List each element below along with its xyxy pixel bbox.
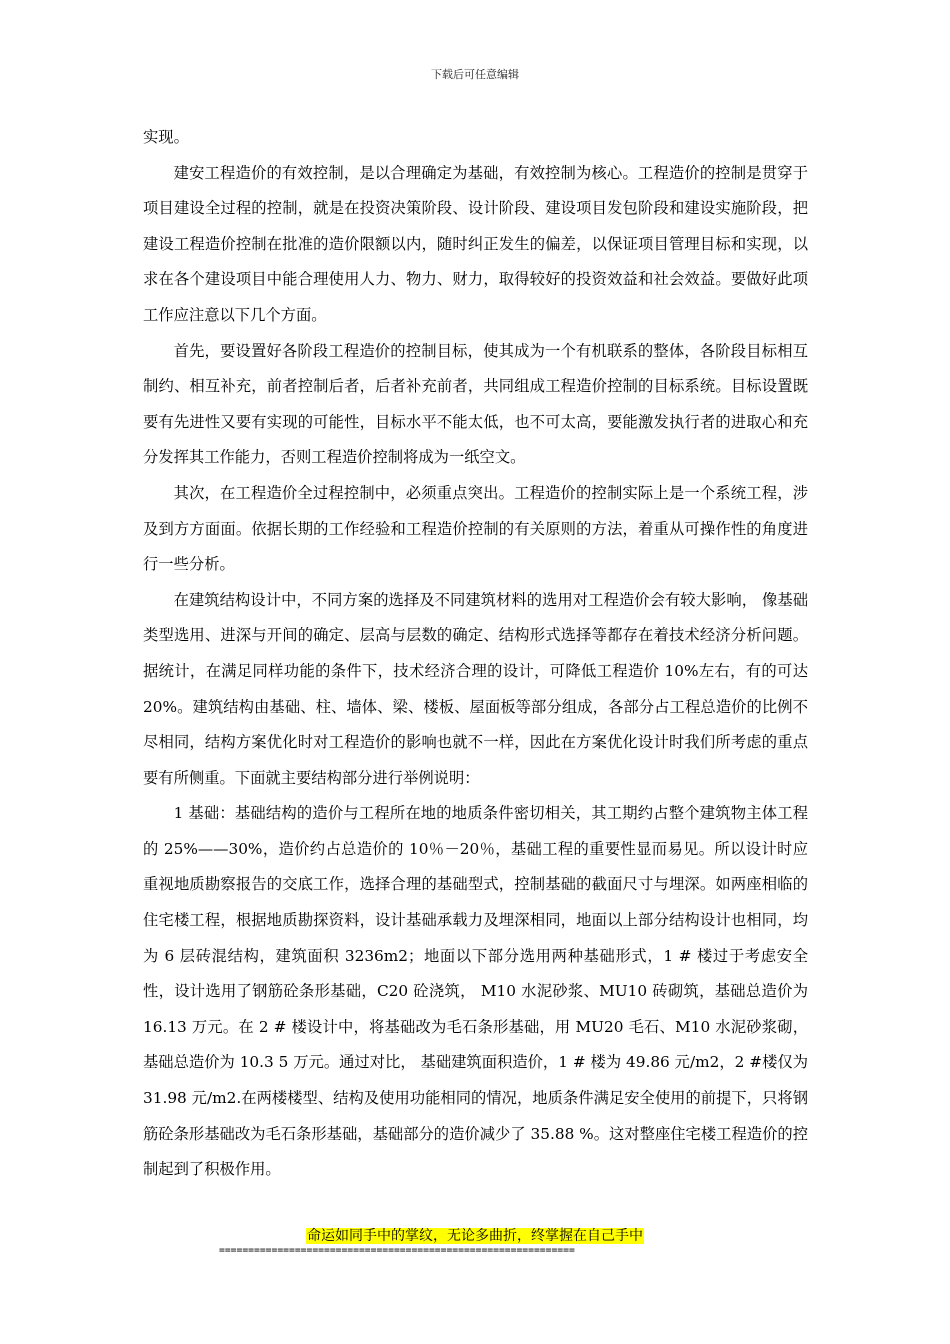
motto-highlight: 命运如同手中的掌纹，无论多曲折，终掌握在自己手中 xyxy=(307,1228,643,1244)
paragraph-structural-design: 在建筑结构设计中，不同方案的选择及不同建筑材料的选用对工程造价会有较大影响， 像基础类型选用、进深与开间的确定、层高与层数的确定、结构形式选择等都存在着技术经济分析问题。据统计，在满足同样功能的条件下，技术经济合理的设计，可降低工程造价 10%左右，有的可达 20%。建筑结构由基础、柱、墙体、梁、楼板、屋面板等部分组成，各部分占工程总造价的比例不尽相同，结构方案优化时对工程造价的影响也就不一样，因此在方案优化设计时我们所考虑的重点要有所侧重。下面就主要结构部分进行举例说明： xyxy=(143,590,808,787)
paragraph-cost-control: 建安工程造价的有效控制，是以合理确定为基础，有效控制为核心。工程造价的控制是贯穿于项目建设全过程的控制，就是在投资决策阶段、设计阶段、建设项目发包阶段和建设实施阶段，把建设工程造价控制在批准的造价限额以内，随时纠正发生的偏差，以保证项目管理目标和实现，以求在各个建设项目中能合理使用人力、物力、财力，取得较好的投资效益和社会效益。要做好此项工作应注意以下几个方面。 xyxy=(143,163,808,324)
paragraph-second-focus: 其次，在工程造价全过程控制中，必须重点突出。工程造价的控制实际上是一个系统工程，涉及到方方面面。依据长期的工作经验和工程造价控制的有关原则的方法，着重从可操作性的角度进行一些分析。 xyxy=(143,483,808,574)
paragraph-continuation: 实现。 xyxy=(143,128,189,146)
footer-motto xyxy=(0,1226,950,1246)
document-body xyxy=(143,120,808,1188)
paragraph-first-targets: 首先，要设置好各阶段工程造价的控制目标，使其成为一个有机联系的整体，各阶段目标相互制约、相互补充，前者控制后者，后者补充前者，共同组成工程造价控制的目标系统。目标设置既要有先进性又要有实现的可能性，目标水平不能太低，也不可太高，要能激发执行者的进取心和充分发挥其工作能力，否则工程造价控制将成为一纸空文。 xyxy=(143,341,808,467)
footer-divider: ============================================================= xyxy=(219,1245,575,1256)
page-header: 下载后可任意编辑 xyxy=(431,68,519,81)
paragraph-foundation-example: 1 基础：基础结构的造价与工程所在地的地质条件密切相关，其工期约占整个建筑物主体工程的 25%——30%，造价约占总造价的 10％－20％，基础工程的重要性显而易见。所以设计时应重视地质勘察报告的交底工作，选择合理的基础型式，控制基础的截面尺寸与埋深。如两座相临的住宅楼工程，根据地质勘探资料，设计基础承载力及埋深相同，地面以上部分结构设计也相同，均为 6 层砖混结构，建筑面积 3236m2；地面以下部分选用两种基础形式，1 # 楼过于考虑安全性，设计选用了钢筋砼条形基础，C20 砼浇筑， M10 水泥砂浆、MU10 砖砌筑，基础总造价为 16.13 万元。在 2 # 楼设计中，将基础改为毛石条形基础，用 MU20 毛石、M10 水泥砂浆砌，基础总造价为 10.3 5 万元。通过对比， 基础建筑面积造价，1 # 楼为 49.86 元/m2，2 #楼仅为 31.98 元/m2.在两楼楼型、结构及使用功能相同的情况，地质条件满足安全使用的前提下，只将钢筋砼条形基础改为毛石条形基础，基础部分的造价减少了 35.88 %。这对整座住宅楼工程造价的控制起到了积极作用。 xyxy=(143,804,808,1179)
